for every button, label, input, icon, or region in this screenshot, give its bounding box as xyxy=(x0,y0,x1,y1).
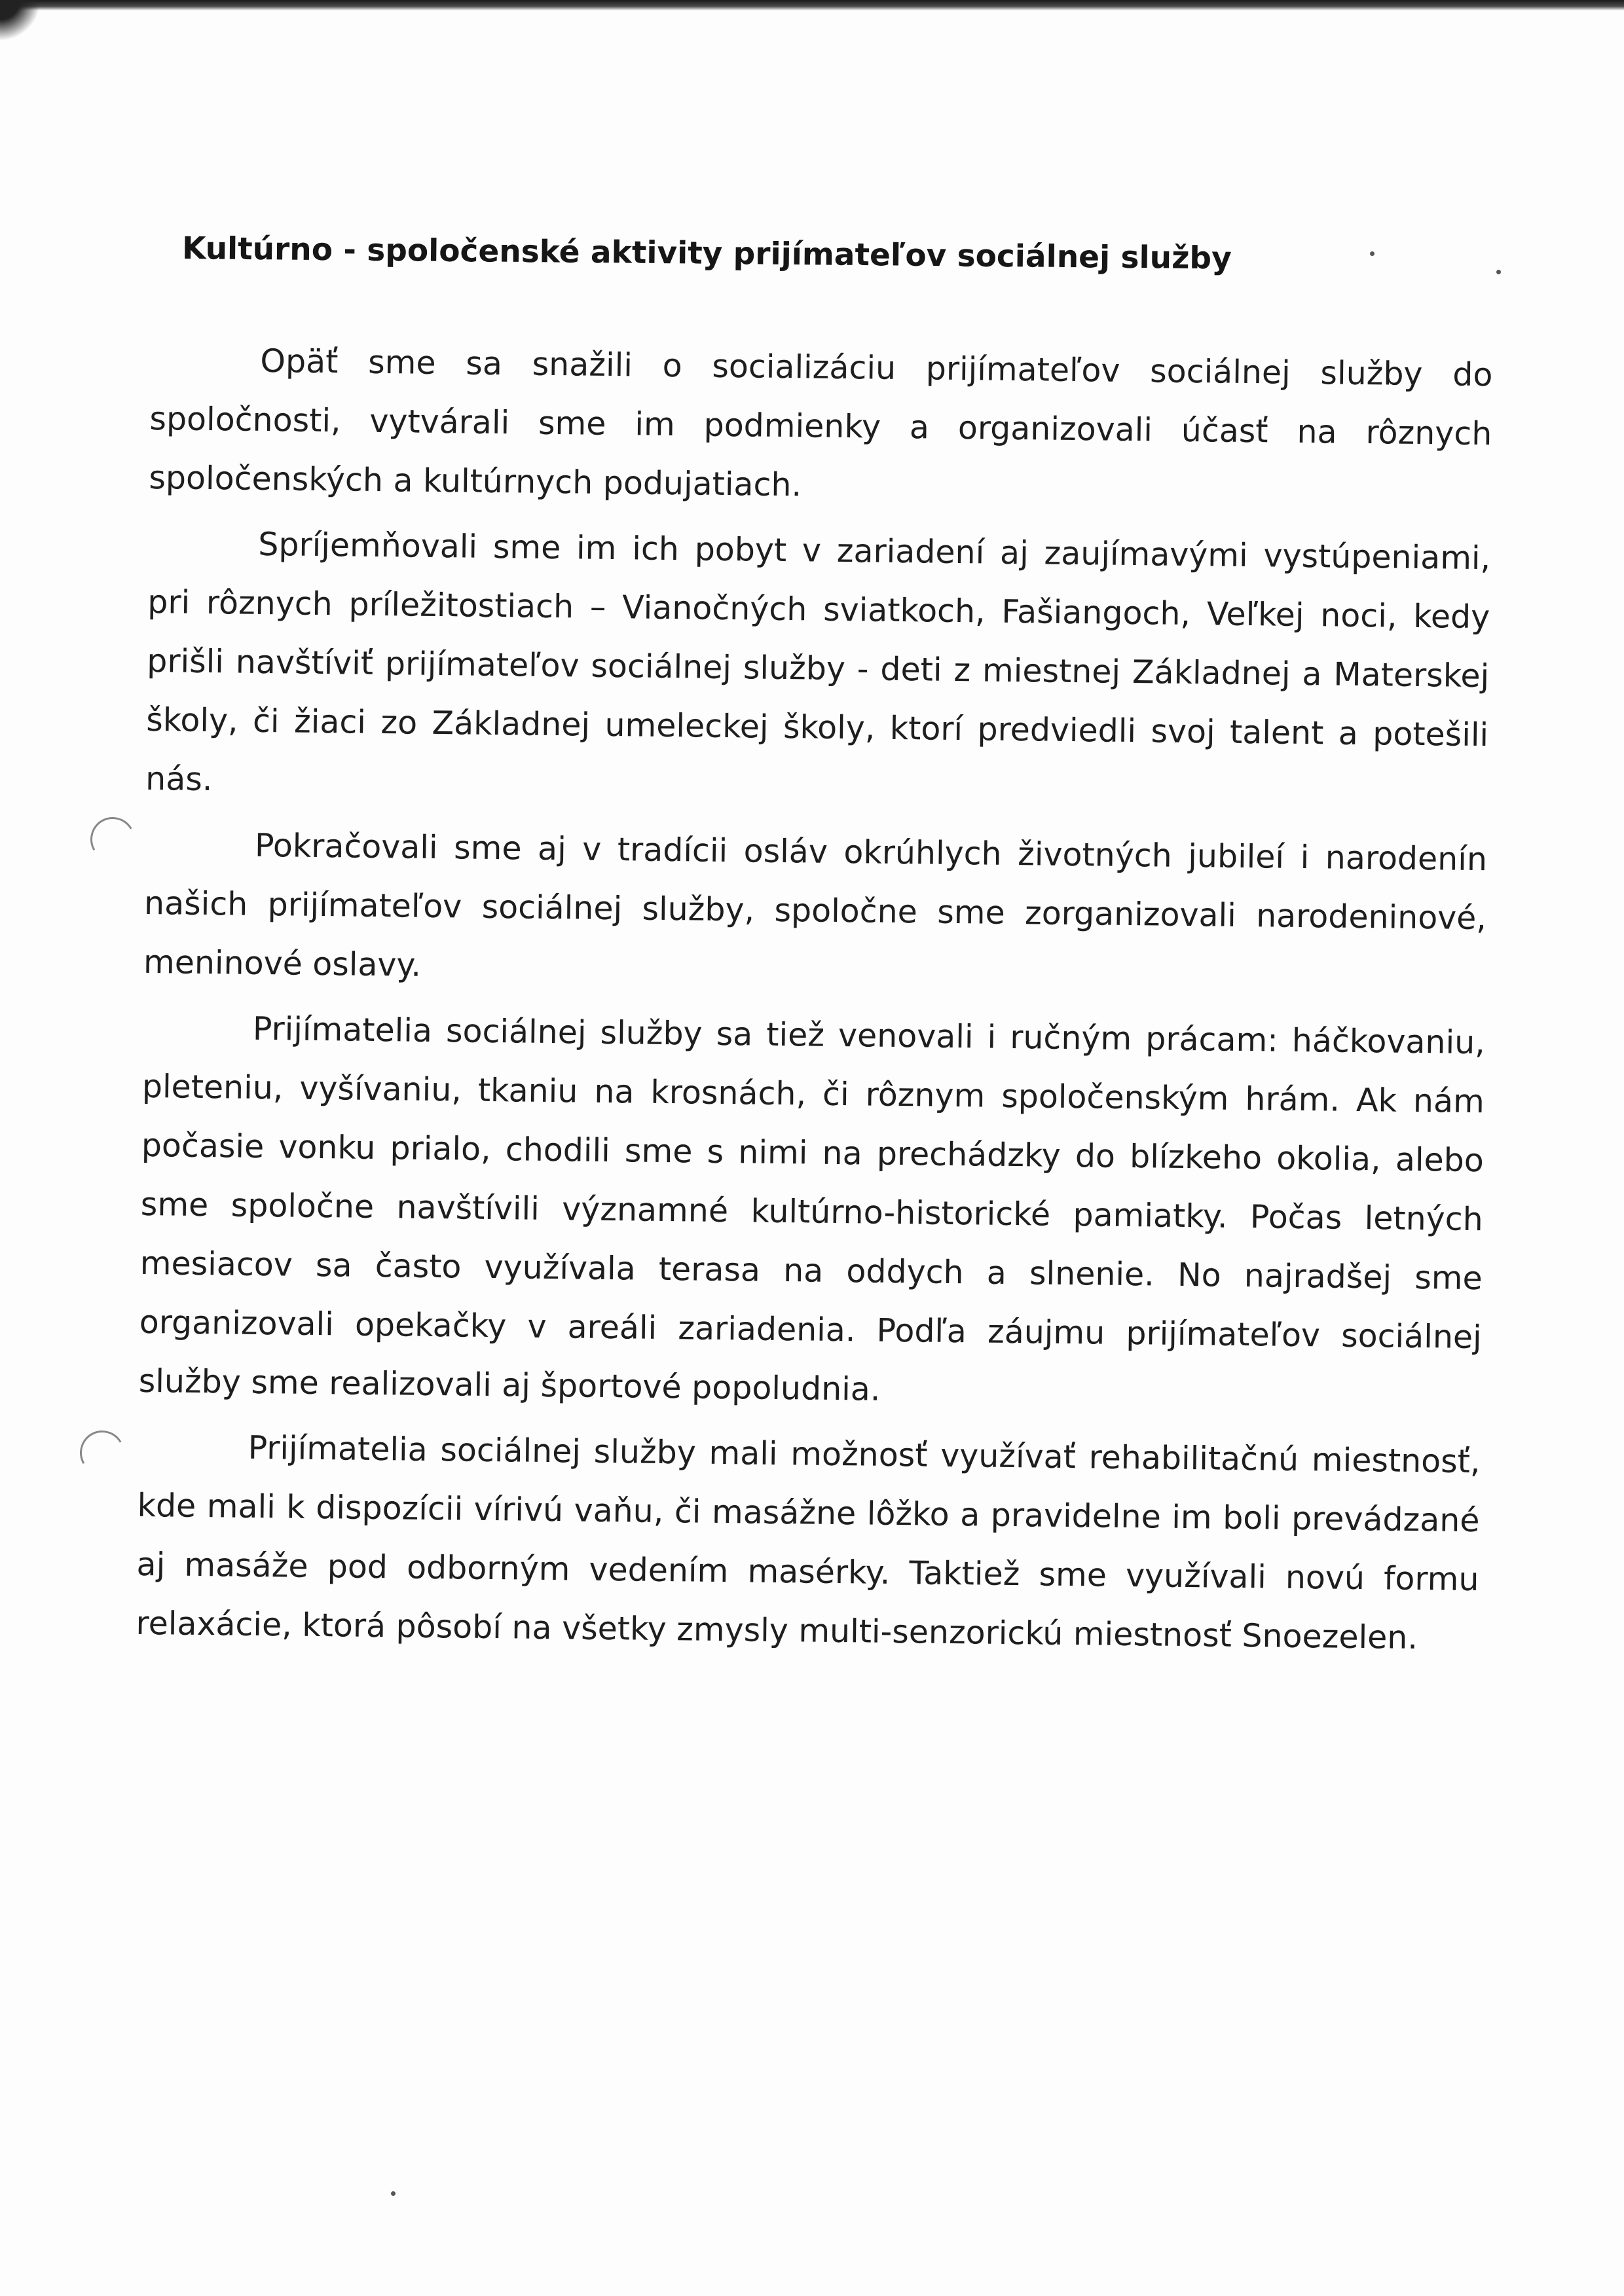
paragraph-handicrafts-trips: Prijímatelia sociálnej služby sa tiež venovali i ručným prácam: háčkovaniu, pleteniu, vyšívaniu, tkaniu na krosnách, či rôznym spoločenským hrám. Ak nám počasie vonku prialo, chodili sme s nimi na prechádzky do blízkeho okolia, alebo sme spoločne navštívili významné kultúrno-historické pamiatky. Počas letných mesiacov sa často využívala terasa na oddych a slnenie. No najradšej sme organizovali opekačky v areáli zariadenia. Podľa záujmu prijímateľov sociálnej služby sme realizovali aj športové popoludnia. xyxy=(138,1010,1486,1408)
document-body xyxy=(136,331,1493,1675)
punch-hole-mark xyxy=(85,812,139,866)
scan-speck xyxy=(1370,251,1375,256)
scanner-edge xyxy=(0,0,1624,10)
scan-speck xyxy=(391,2191,396,2196)
punch-hole-mark xyxy=(75,1425,129,1480)
paragraph-rehabilitation: Prijímatelia sociálnej služby mali možnosť využívať rehabilitačnú miestnosť, kde mali k dispozícii vírivú vaňu, či masážne lôžko a pravidelne im boli prevádzané aj masáže pod odborným vedením masérky. Taktiež sme využívali novú formu relaxácie, ktorá pôsobí na všetky zmysly multi-senzorickú miestnosť Snoezelen. xyxy=(136,1429,1481,1657)
scan-speck xyxy=(1496,270,1501,274)
document-title: Kultúrno - spoločenské aktivity prijímateľov sociálnej služby xyxy=(181,230,1232,277)
paragraph-birthdays: Pokračovali sme aj v tradícii osláv okrúhlych životných jubileí i narodenín našich prijímateľov sociálnej služby, spoločne sme zorganizovali narodeninové, meninové oslavy. xyxy=(143,826,1488,984)
paragraph-performances: Spríjemňovali sme im ich pobyt v zariadení aj zaujímavými vystúpeniami, pri rôznych príležitostiach – Vianočných sviatkoch, Fašiangoch, Veľkej noci, kedy prišli navštíviť prijímateľov sociálnej služby - deti z miestnej Základnej a Materskej školy, či žiaci zo Základnej umeleckej školy, ktorí predviedli svoj talent a potešili nás. xyxy=(145,525,1491,799)
scanner-corner-shadow xyxy=(0,0,46,46)
paragraph-socialization: Opäť sme sa snažili o socializáciu prijímateľov sociálnej služby do spoločnosti, vytvárali sme im podmienky a organizovali účasť na rôznych spoločenských a kultúrnych podujatiach. xyxy=(149,342,1493,504)
